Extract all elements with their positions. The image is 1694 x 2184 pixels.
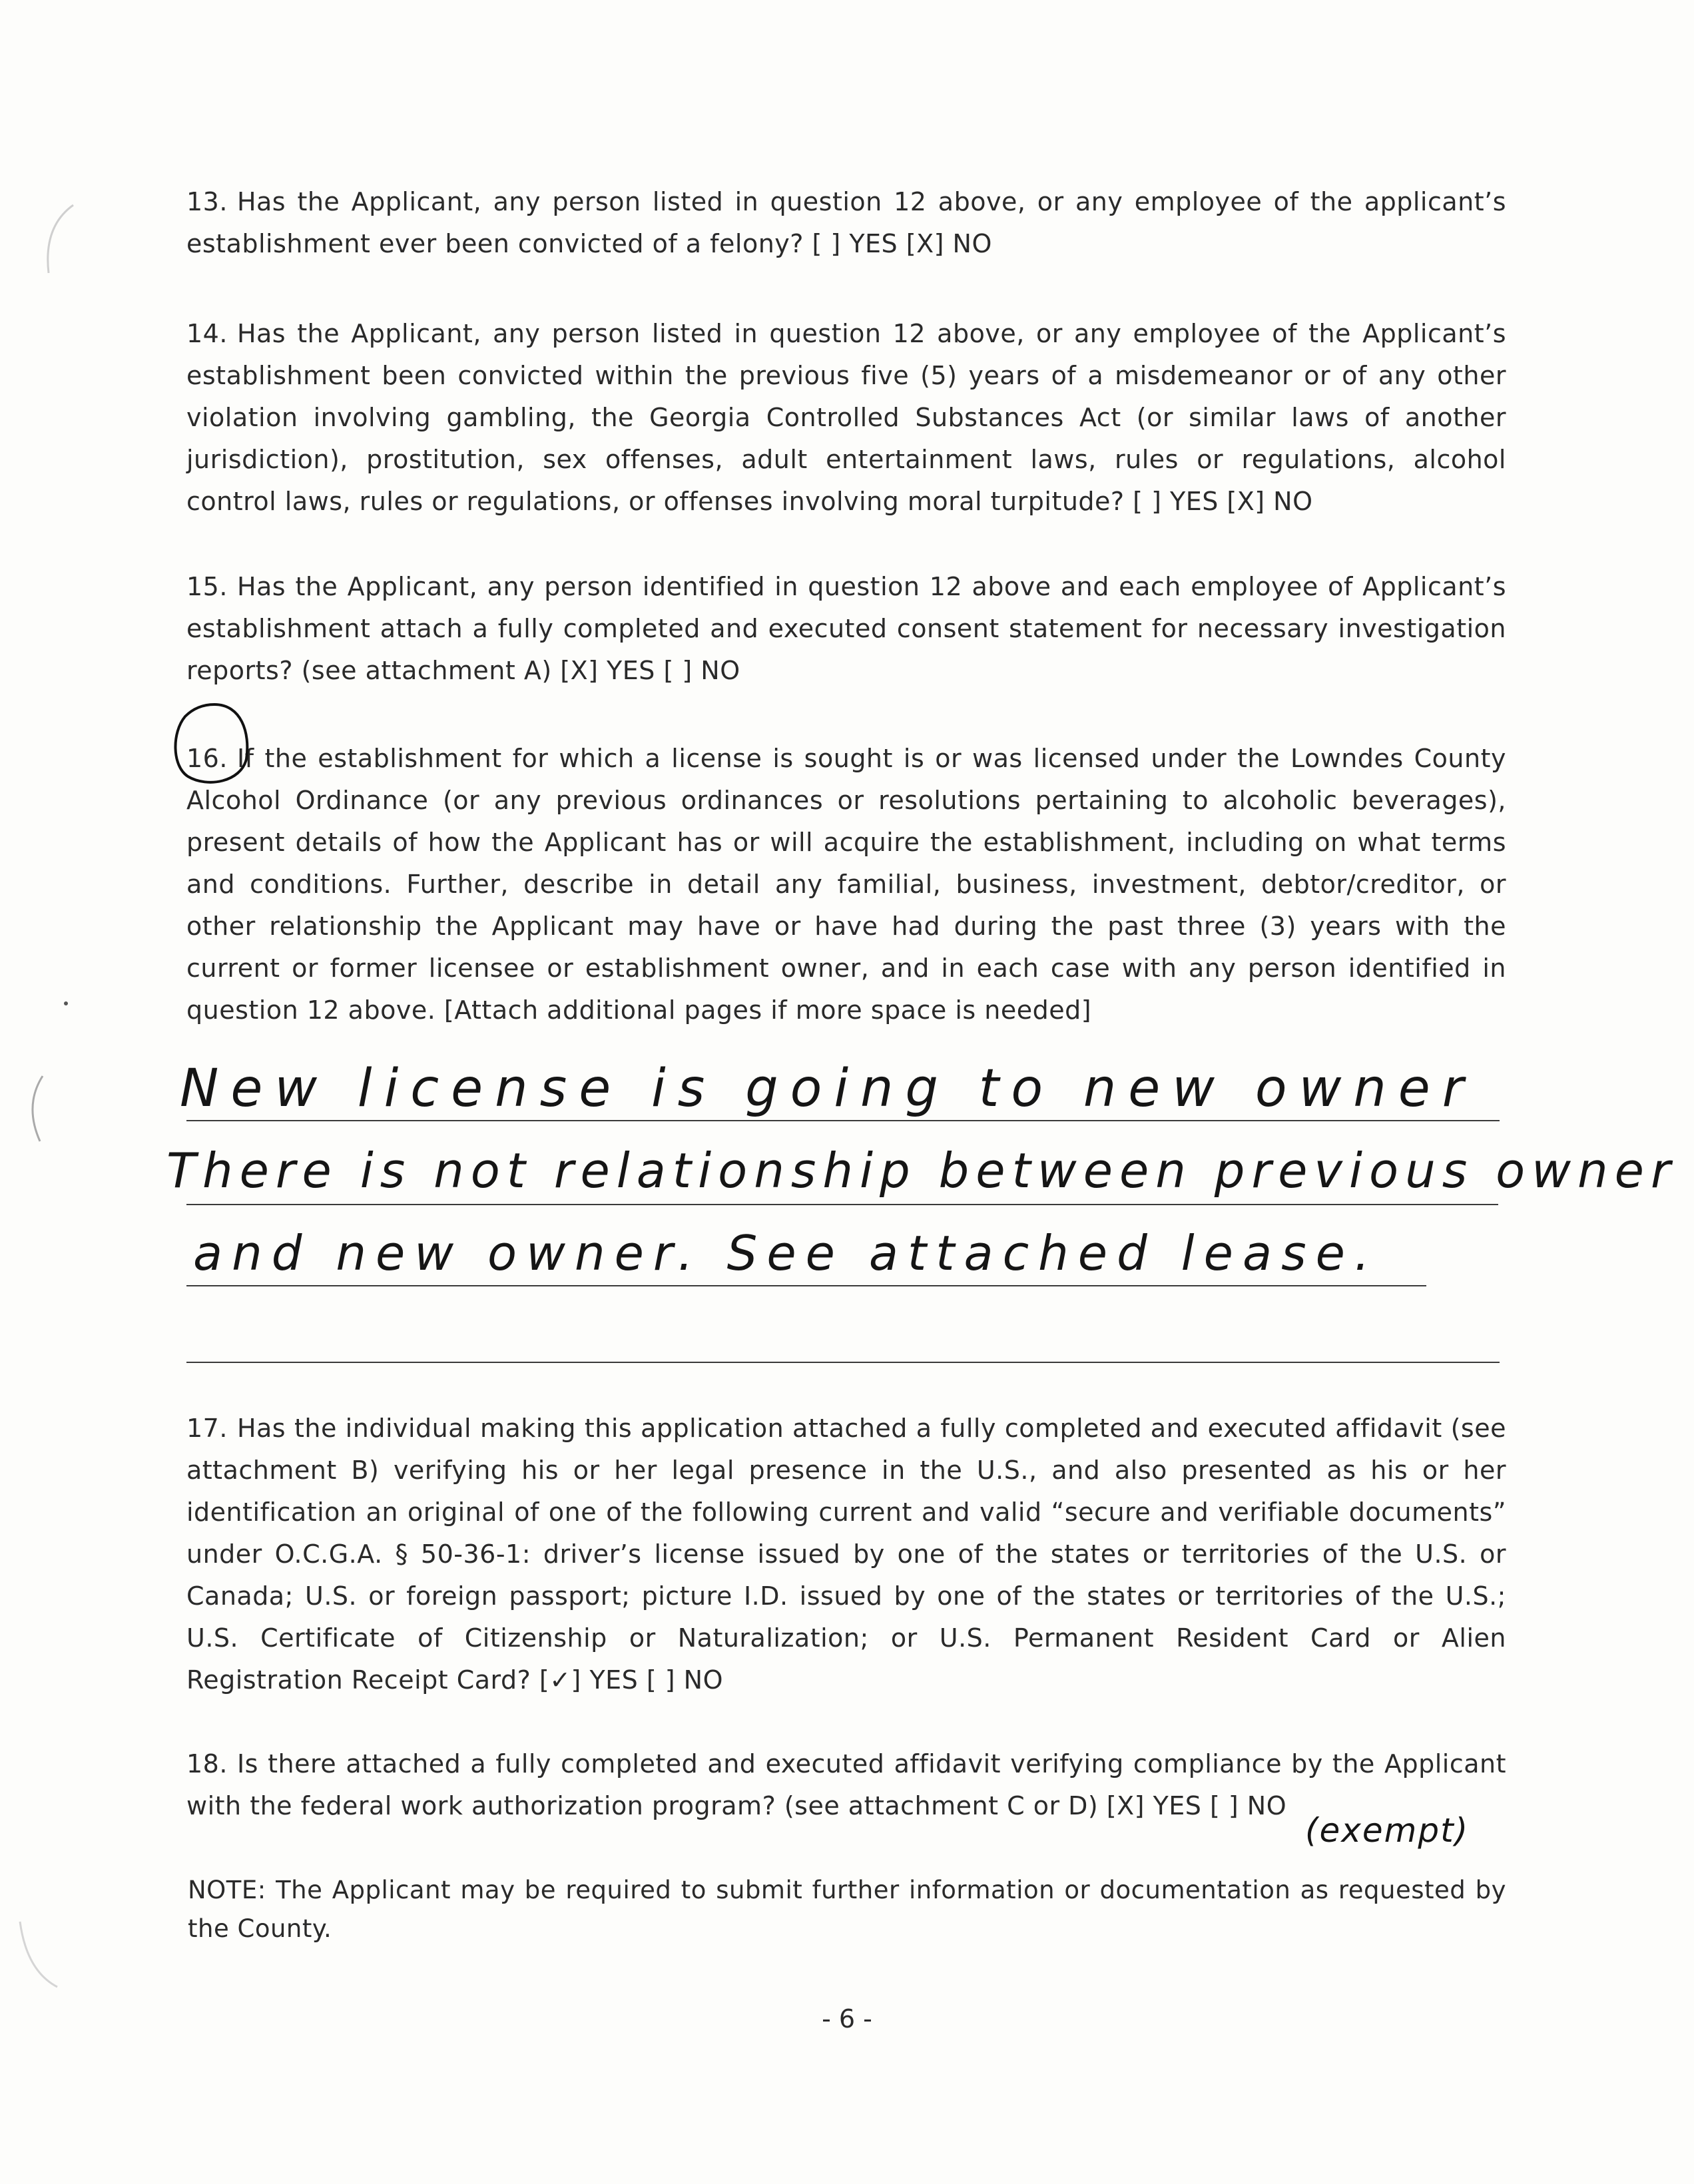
handwritten-answer-line-3: and new owner. See attached lease. [193,1225,1379,1281]
circle-mark-question-16 [168,699,258,792]
handwritten-answer-line-1: New license is going to new owner [180,1059,1476,1119]
question-text: If the establishment for which a license is sought is or was licensed under the Lowndes County Alcohol Ordinance (or any previous ordinances or resolutions pertaining to alcoholic beverages), present details of how the Applicant has or will acquire the establishment, including on what terms and conditions. Further, describe in detail any familial, business, investment, debtor/creditor, or other relationship the Applicant may have or have had during the past three (3) years with the current or former licensee or establishment owner, and in each case with any person identified in question 12 above. [Attach additional pages if more space is needed] [186,744,1506,1025]
page-number: - 6 - [822,2004,872,2034]
answer-line-4 [186,1362,1500,1363]
answer-line-2 [186,1204,1498,1205]
question-text: Has the individual making this application attached a fully completed and executed affidavit (see attachment B) verifying his or her legal presence in the U.S., and also presented as his or her identification an original of one of the following current and valid “secure and verifiable documents” under O.C.G.A. § 50-36-1: driver’s license issued by one of the states or territories of the U.S. or Canada; U.S. or foreign passport; picture I.D. issued by one of the states or territories of the U.S.; U.S. Certificate of Citizenship or Naturalization; or U.S. Permanent Resident Card or Alien Registration Receipt Card? [✓] YES [ ] NO [186,1414,1506,1695]
handwritten-answer-line-2: There is not relationship between previous owner [166,1143,1677,1199]
question-text: Has the Applicant, any person identified in question 12 above and each employee of Applicant’s establishment attach a fully completed and executed consent statement for necessary investigation reports? (see attachment A) [X] YES [ ] NO [186,572,1506,685]
question-number: 15. [186,572,228,601]
scan-dot [64,1001,68,1005]
question-16 [186,738,1506,1031]
handwritten-exempt-note: (exempt) [1305,1811,1470,1850]
question-17 [186,1408,1506,1701]
scan-edge-arc-top [37,200,77,280]
answer-line-1 [186,1120,1500,1121]
question-number: 14. [186,319,228,348]
question-number: 17. [186,1414,228,1443]
question-text: Has the Applicant, any person listed in question 12 above, or any employee of the Applicant’s establishment been convicted within the previous five (5) years of a misdemeanor or of any other violation involving gambling, the Georgia Controlled Substances Act (or similar laws of another jurisdiction), prostitution, sex offenses, adult entertainment laws, rules or regulations, alcohol control laws, rules or regulations, or offenses involving moral turpitude? [ ] YES [X] NO [186,319,1506,516]
question-text: Has the Applicant, any person listed in question 12 above, or any employee of the applicant’s establishment ever been convicted of a felony? [ ] YES [X] NO [186,187,1506,258]
note-text: NOTE: The Applicant may be required to submit further information or documentation as requested by the County. [188,1876,1506,1943]
scan-edge-arc-middle [20,1072,47,1145]
question-number: 18. [186,1749,228,1778]
question-15 [186,566,1506,692]
question-number: 16. [186,744,228,773]
scan-edge-arc-bottom [13,1918,60,1991]
question-number: 13. [186,187,228,216]
question-13 [186,181,1506,265]
question-14 [186,313,1506,523]
answer-line-3 [186,1285,1426,1286]
question-text: Is there attached a fully completed and executed affidavit verifying compliance by the Applicant with the federal work authorization program? (see attachment C or D) [X] YES [ ] NO [186,1749,1506,1820]
